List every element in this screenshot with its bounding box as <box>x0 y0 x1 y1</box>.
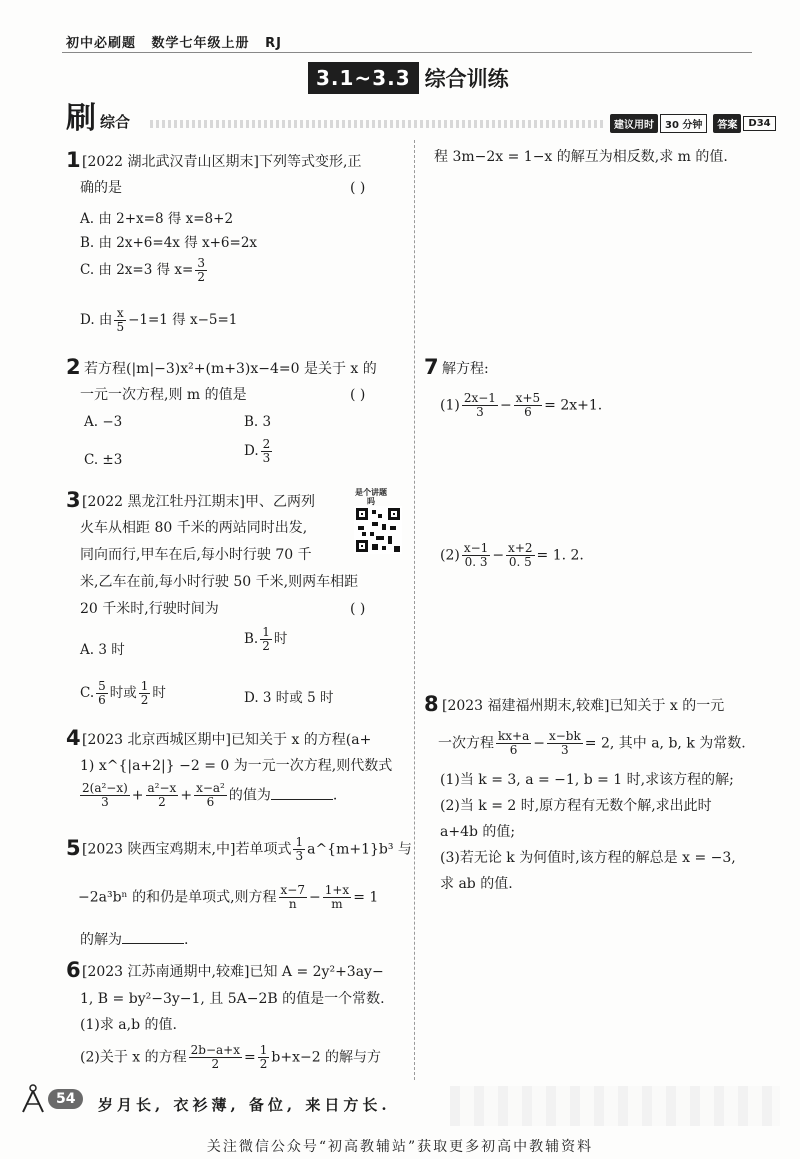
suggest-time: 30 分钟 <box>660 114 707 133</box>
fraction <box>462 542 490 569</box>
numerator: 2x−1 <box>463 391 496 405</box>
option-b: B. 3 <box>244 414 272 430</box>
question-stem: 若方程(|m|−3)x²+(m+3)x−4=0 是关于 x 的 <box>84 361 377 377</box>
denominator: m <box>331 897 343 911</box>
question-stem: 解方程: <box>442 361 489 377</box>
question-stem: 一元一次方程,则 m 的值是 <box>80 387 247 403</box>
question-number: 4 <box>66 726 81 750</box>
question-stem: [2023 福建福州期末,较难]已知关于 x 的一元 <box>442 698 725 714</box>
option-text: C. <box>80 685 95 701</box>
question-text: −2a³bⁿ 的和仍是单项式,则方程 <box>78 889 277 906</box>
fraction <box>258 1044 270 1071</box>
fraction <box>293 836 305 863</box>
question-stem: 同向而行,甲车在后,每小时行驶 70 千 <box>80 547 312 563</box>
question-text: b+x−2 的解与方 <box>271 1049 382 1066</box>
denominator: 3 <box>295 849 304 863</box>
fraction <box>323 884 351 911</box>
answer-blank[interactable] <box>271 786 333 800</box>
question-text: 一次方程 <box>438 735 494 752</box>
numerator: kx+a <box>498 729 530 743</box>
numerator: a²−x <box>147 781 177 795</box>
denominator: 0. 3 <box>464 555 488 569</box>
denominator: 6 <box>206 795 215 809</box>
numerator: x−bk <box>548 729 581 743</box>
fraction <box>496 730 531 757</box>
fraction <box>194 782 227 809</box>
sub-question: (1)当 k = 3, a = −1, b = 1 时,求该方程的解; <box>440 772 734 788</box>
running-header <box>66 32 292 51</box>
question-stem: 1, B = by²−3y−1, 且 5A−2B 的值是一个常数. <box>80 991 385 1007</box>
denominator: 2 <box>158 795 166 809</box>
sub-question: (2) $\frac{x-1}{0. 3}$ − $\frac{x+2}{0. 5}$ = 1. 2. <box>440 541 584 569</box>
option-text: 时 <box>152 685 166 701</box>
answer-paren: ( ) <box>350 180 366 196</box>
question-text: (2) <box>440 547 460 564</box>
numerator: 1 <box>295 835 304 849</box>
question-text: = 2, 其中 a, b, k 为常数. <box>584 735 746 752</box>
denominator: 6 <box>98 693 106 707</box>
answer-code: D34 <box>743 116 775 131</box>
option-a: A. −3 <box>84 414 123 430</box>
option-text: B. <box>244 631 259 647</box>
question-stem: −2a³bⁿ 的和仍是单项式,则方程 $\frac{x-7}{n}$ − $\frac{1+x}{m}$ = 1 <box>78 883 379 911</box>
option-text: −1=1 得 x−5=1 <box>128 312 238 328</box>
question-stem: [2022 湖北武汉青山区期末]下列等式变形,正 <box>82 154 362 170</box>
fraction <box>146 782 179 809</box>
sub-question: (1) $\frac{2x-1}{3}$ − $\frac{x+5}{6}$ = 2x+1. <box>440 391 603 419</box>
option-c <box>80 680 166 707</box>
fraction <box>189 1044 242 1071</box>
question-stem: [2023 北京西城区期中]已知关于 x 的方程(a+ <box>82 732 372 748</box>
sub-question: (1)求 a,b 的值. <box>80 1017 177 1033</box>
fraction <box>514 392 542 419</box>
denominator: 2 <box>197 270 205 284</box>
question-text: = 2x+1. <box>544 397 603 414</box>
question-number: 2 <box>66 355 81 379</box>
numerator: x <box>114 307 126 321</box>
denominator: 5 <box>116 320 125 334</box>
fraction <box>139 680 151 707</box>
question-stem: [2022 黑龙江牡丹江期末]甲、乙两列 <box>82 494 316 510</box>
qr-code[interactable] <box>354 488 404 558</box>
denominator: 6 <box>509 743 518 757</box>
question-text: (1) <box>440 397 460 414</box>
section-tag <box>66 101 131 136</box>
numerator: 2(a²−x) <box>82 781 128 795</box>
denominator: 3 <box>262 451 271 465</box>
numerator: 1 <box>140 679 149 693</box>
numerator: 1 <box>259 1043 268 1057</box>
question-text: [2023 陕西宝鸡期末,中]若单项式 <box>82 841 292 858</box>
option-a: A. 3 时 <box>80 642 125 658</box>
fraction <box>279 884 307 911</box>
question-text: = 1. 2. <box>536 547 584 564</box>
header-rule <box>62 52 752 53</box>
denominator: 2 <box>259 1057 268 1071</box>
option-c: C. ±3 <box>84 452 123 468</box>
question-text: 的值为 <box>228 787 271 804</box>
option-a: A. 由 2+x=8 得 x=8+2 <box>80 211 234 227</box>
answer-paren: ( ) <box>350 601 366 617</box>
footer-motto: 岁月长, 衣衫薄, 备位, 来日方长. <box>98 1096 391 1114</box>
denominator: n <box>288 897 297 911</box>
numerator: x−a² <box>196 781 225 795</box>
fraction <box>547 730 583 757</box>
denominator: 2 <box>262 639 270 653</box>
question-stem: 米,乙车在前,每小时行驶 50 千米,则两车相距 <box>80 574 359 590</box>
question-stem: 的解为 . <box>80 932 189 948</box>
denominator: 2 <box>211 1057 220 1071</box>
section-label: 综合 <box>100 113 131 131</box>
sub-question: (2)当 k = 2 时,原方程有无数个解,求出此时 <box>440 798 712 814</box>
footer-note: 关注微信公众号“初高教辅站”获取更多初高中教辅资料 <box>206 1139 594 1155</box>
question-text: 的解为 <box>80 932 122 948</box>
question-stem: 火车从相距 80 千米的两站同时出发, <box>80 520 308 536</box>
sub-question: a+4b 的值; <box>440 824 516 840</box>
title-text: 综合训练 <box>424 67 509 91</box>
subject-name: 数学七年级上册 <box>151 36 250 51</box>
page-number: 54 <box>48 1089 83 1109</box>
option-c <box>80 257 209 284</box>
question-text: (2)关于 x 的方程 <box>80 1049 187 1066</box>
denominator: 6 <box>524 405 532 419</box>
question-stem: [2023 江苏南通期中,较难]已知 A = 2y²+3ay− <box>82 964 384 980</box>
question-expression: $\frac{\text{2(a²−x)}}{3}$ + $\frac{\text{a²−x}}{2}$ + $\frac{\text{x−a²}}{6}$ 的值为 . <box>82 781 338 809</box>
option-text: C. 由 2x=3 得 x= <box>80 262 194 278</box>
fraction <box>260 626 272 653</box>
question-number: 6 <box>66 958 81 982</box>
numerator: 2b−a+x <box>190 1043 240 1057</box>
numerator: 2 <box>262 437 271 451</box>
title-range: 3.1~3.3 <box>308 62 419 94</box>
book-name: 初中必刷题 <box>66 36 137 51</box>
question-number: 3 <box>66 488 81 512</box>
question-text: = 1 <box>353 889 379 906</box>
question-stem: 一次方程 $\frac{kx+a}{6}$ − $\frac{x-bk}{3}$ = 2, 其中 a, b, k 为常数. <box>438 729 746 757</box>
sub-question: (3)若无论 k 为何值时,该方程的解总是 x = −3, <box>440 850 736 866</box>
denominator: 3 <box>476 405 484 419</box>
denominator: 2 <box>140 693 149 707</box>
decorative-dotted-bar <box>150 120 605 128</box>
option-b: B. 由 2x+6=4x 得 x+6=2x <box>80 235 258 251</box>
answer-blank[interactable] <box>122 930 184 944</box>
question-continuation: 程 3m−2x = 1−x 的解互为相反数,求 m 的值. <box>434 149 728 165</box>
option-text: 时 <box>273 631 288 647</box>
time-and-answer-tags <box>610 114 776 133</box>
question-stem <box>82 836 412 863</box>
numerator: 5 <box>98 679 106 693</box>
denominator: 3 <box>101 795 109 809</box>
denominator: 3 <box>561 743 569 757</box>
numerator: 3 <box>197 256 205 270</box>
qr-label: 是个讲题吗 <box>355 488 387 506</box>
fraction <box>96 680 108 707</box>
option-text: D. 由 <box>80 312 113 328</box>
sub-question <box>80 1044 381 1071</box>
suggest-label: 建议用时 <box>610 114 658 133</box>
question-number: 1 <box>66 148 81 172</box>
numerator: 1+x <box>324 883 350 897</box>
question-stem: 20 千米时,行驶时间为 <box>80 601 219 617</box>
denominator: 0. 5 <box>508 555 532 569</box>
question-number: 5 <box>66 836 81 860</box>
option-text: 时或 <box>109 685 137 701</box>
question-text: a^{m+1}b³ 与 <box>307 841 412 858</box>
sub-question: 求 ab 的值. <box>440 876 513 892</box>
fraction <box>80 782 130 809</box>
qr-code-icon <box>354 506 402 554</box>
option-d <box>244 438 274 465</box>
question-number: 7 <box>424 355 439 379</box>
question-text: = <box>244 1049 256 1066</box>
faint-background-text <box>450 1086 780 1126</box>
numerator: x−7 <box>280 883 305 897</box>
section-big-char: 刷 <box>66 101 96 136</box>
answer-label: 答案 <box>713 114 741 133</box>
fraction <box>462 392 498 419</box>
question-number: 8 <box>424 692 439 716</box>
page-title <box>308 62 509 94</box>
edition-label: RJ <box>265 36 282 51</box>
option-text: D. <box>244 443 259 459</box>
compass-icon <box>20 1084 46 1114</box>
answer-paren: ( ) <box>350 387 366 403</box>
numerator: x−1 <box>463 541 489 555</box>
fraction <box>114 307 126 334</box>
fraction <box>195 257 207 284</box>
fraction <box>506 542 534 569</box>
numerator: x+5 <box>515 391 541 405</box>
fraction <box>261 438 273 465</box>
page-number-badge <box>20 1084 83 1114</box>
question-stem: 确的是 <box>80 180 122 196</box>
column-divider <box>414 140 415 1080</box>
option-b <box>244 626 287 653</box>
option-d: D. 3 时或 5 时 <box>244 690 334 706</box>
numerator: x+2 <box>508 541 533 555</box>
option-d <box>80 307 237 334</box>
question-stem: 1) x^{|a+2|} −2 = 0 为一元一次方程,则代数式 <box>80 758 393 774</box>
numerator: 1 <box>262 625 270 639</box>
